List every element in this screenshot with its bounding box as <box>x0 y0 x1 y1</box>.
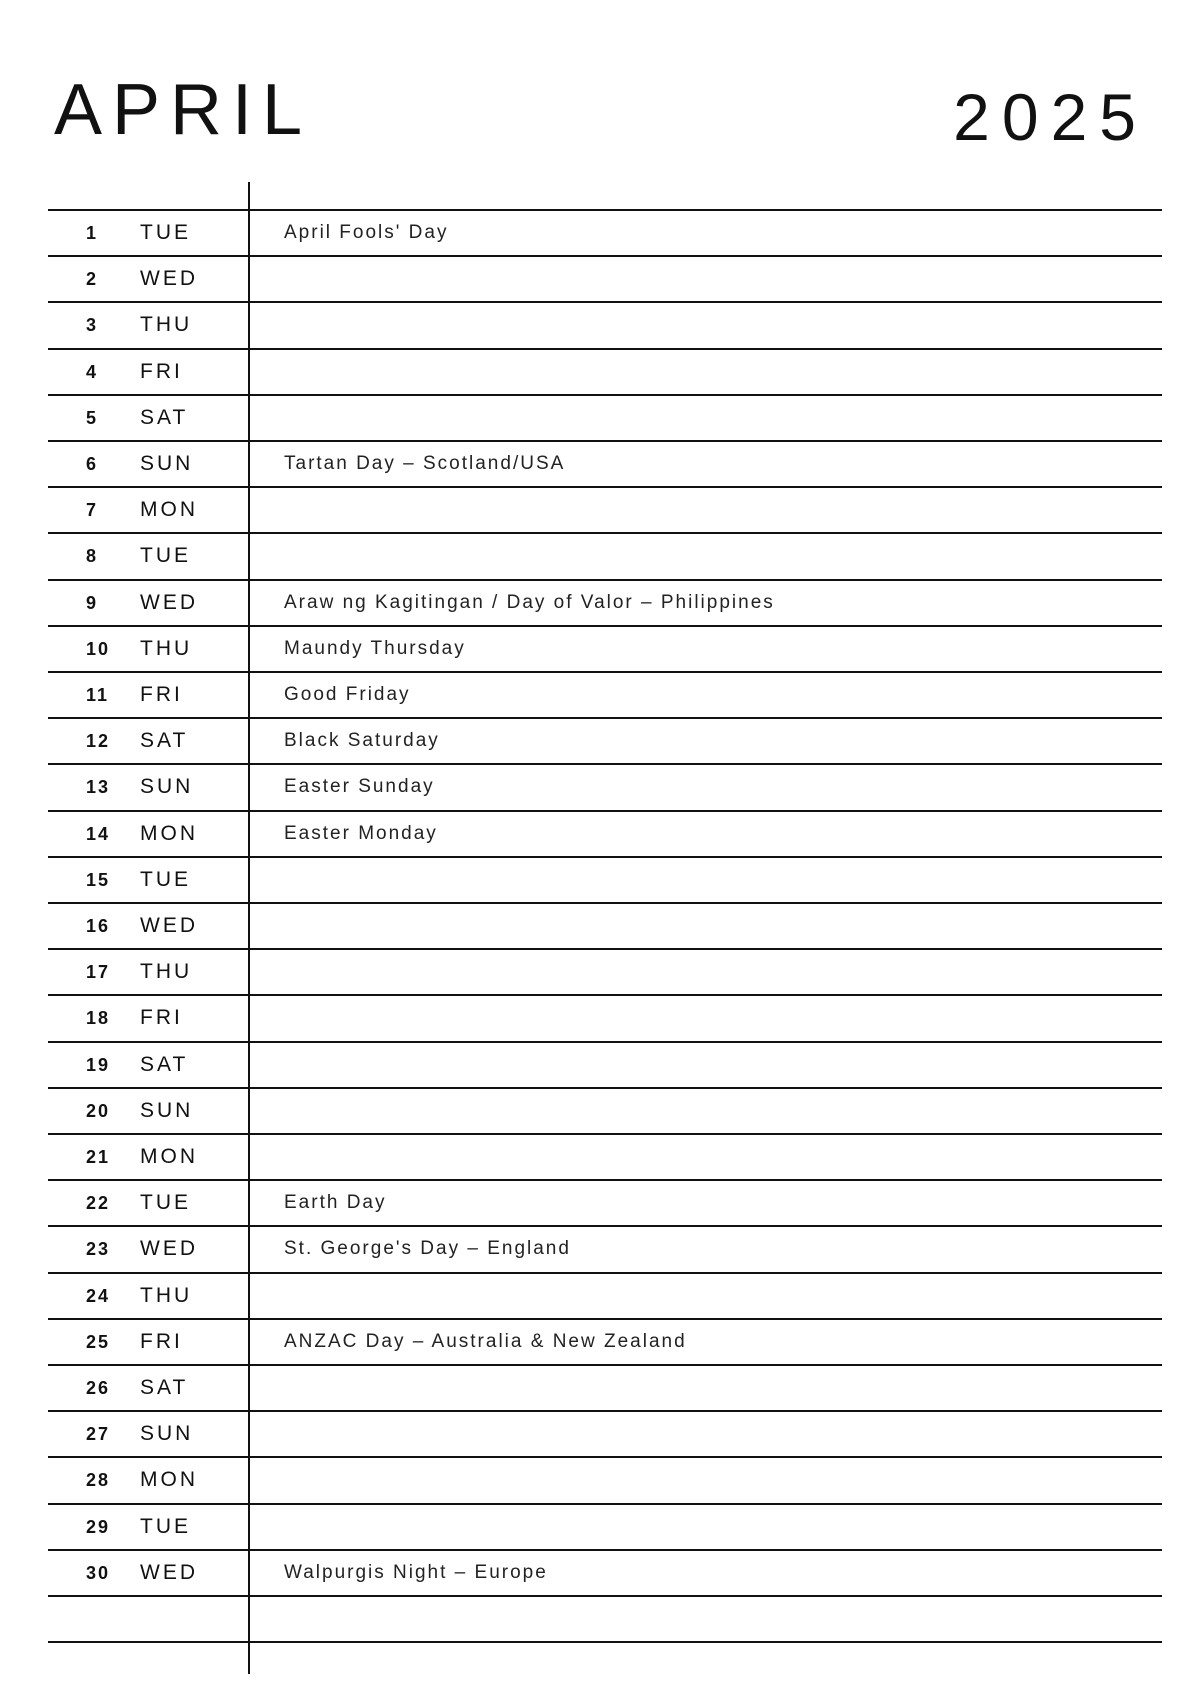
day-number: 13 <box>86 777 111 797</box>
day-number: 2 <box>86 269 99 289</box>
day-row <box>48 1088 1162 1134</box>
day-row <box>48 1365 1162 1411</box>
day-name: WED <box>140 914 198 937</box>
day-number: 15 <box>86 870 111 890</box>
day-number: 9 <box>86 593 99 613</box>
day-name: SUN <box>140 775 194 798</box>
day-row <box>48 487 1162 533</box>
day-name: TUE <box>140 221 191 244</box>
day-name: MON <box>140 498 198 521</box>
day-name: WED <box>140 1237 198 1260</box>
day-number: 4 <box>86 362 99 382</box>
day-name: WED <box>140 591 198 614</box>
day-number: 24 <box>86 1286 111 1306</box>
day-name: SUN <box>140 1422 194 1445</box>
month-title: APRIL <box>54 70 313 150</box>
day-row <box>48 1226 1162 1272</box>
day-number: 14 <box>86 824 111 844</box>
day-number: 19 <box>86 1055 111 1075</box>
day-row <box>48 580 1162 626</box>
day-name: FRI <box>140 1006 183 1029</box>
event-label: Easter Sunday <box>284 776 435 797</box>
day-number: 7 <box>86 500 99 520</box>
day-name: SUN <box>140 452 194 475</box>
year-title: 2025 <box>953 80 1148 154</box>
day-name: THU <box>140 960 193 983</box>
day-number: 23 <box>86 1239 111 1259</box>
day-number: 26 <box>86 1378 111 1398</box>
day-name: SAT <box>140 1053 189 1076</box>
day-row <box>48 302 1162 348</box>
day-name: WED <box>140 1561 198 1584</box>
day-number: 8 <box>86 546 99 566</box>
day-row <box>48 1134 1162 1180</box>
event-label: Easter Monday <box>284 823 438 844</box>
day-name: MON <box>140 822 198 845</box>
day-number: 25 <box>86 1332 111 1352</box>
day-number: 16 <box>86 916 111 936</box>
day-row <box>48 949 1162 995</box>
day-number: 28 <box>86 1470 111 1490</box>
event-label: St. George's Day – England <box>284 1238 571 1259</box>
day-row <box>48 1596 1162 1642</box>
day-row <box>48 1042 1162 1088</box>
event-label: Araw ng Kagitingan / Day of Valor – Philippines <box>284 592 775 613</box>
event-label: Earth Day <box>284 1192 387 1213</box>
day-name: MON <box>140 1468 198 1491</box>
day-name: SAT <box>140 406 189 429</box>
day-name: TUE <box>140 544 191 567</box>
day-number: 21 <box>86 1147 111 1167</box>
day-row <box>48 210 1162 256</box>
day-name: WED <box>140 267 198 290</box>
day-number: 30 <box>86 1563 111 1583</box>
day-row <box>48 718 1162 764</box>
day-number: 6 <box>86 454 99 474</box>
day-number: 11 <box>86 685 110 705</box>
day-number: 27 <box>86 1424 111 1444</box>
day-name: THU <box>140 1284 193 1307</box>
event-label: Walpurgis Night – Europe <box>284 1562 548 1583</box>
day-number: 5 <box>86 408 99 428</box>
event-label: Maundy Thursday <box>284 638 466 659</box>
day-number: 22 <box>86 1193 111 1213</box>
day-row <box>48 395 1162 441</box>
day-name: TUE <box>140 1191 191 1214</box>
day-row <box>48 764 1162 810</box>
day-number: 12 <box>86 731 111 751</box>
event-label: Black Saturday <box>284 730 440 751</box>
day-row <box>48 533 1162 579</box>
event-label: Tartan Day – Scotland/USA <box>284 453 566 474</box>
day-number: 1 <box>86 223 99 243</box>
day-row <box>48 672 1162 718</box>
day-name: MON <box>140 1145 198 1168</box>
day-number: 20 <box>86 1101 111 1121</box>
day-number: 29 <box>86 1517 111 1537</box>
day-row <box>48 1319 1162 1365</box>
event-label: ANZAC Day – Australia & New Zealand <box>284 1331 687 1352</box>
day-row <box>48 349 1162 395</box>
event-label: Good Friday <box>284 684 411 705</box>
day-row <box>48 1273 1162 1319</box>
day-name: SAT <box>140 1376 189 1399</box>
day-row <box>48 1550 1162 1596</box>
day-row <box>48 903 1162 949</box>
day-name: THU <box>140 313 193 336</box>
day-number: 18 <box>86 1008 111 1028</box>
day-number: 3 <box>86 315 99 335</box>
day-name: SUN <box>140 1099 194 1122</box>
day-row <box>48 626 1162 672</box>
day-name: TUE <box>140 1515 191 1538</box>
day-row <box>48 1504 1162 1550</box>
day-name: FRI <box>140 683 183 706</box>
day-name: FRI <box>140 360 183 383</box>
day-row <box>48 441 1162 487</box>
day-row <box>48 857 1162 903</box>
day-row <box>48 256 1162 302</box>
day-row <box>48 1180 1162 1226</box>
day-number: 17 <box>86 962 111 982</box>
day-row <box>48 811 1162 857</box>
day-name: FRI <box>140 1330 183 1353</box>
day-row <box>48 1411 1162 1457</box>
day-name: SAT <box>140 729 189 752</box>
event-label: April Fools' Day <box>284 222 449 243</box>
day-name: TUE <box>140 868 191 891</box>
day-row <box>48 995 1162 1041</box>
day-name: THU <box>140 637 193 660</box>
day-row <box>48 1457 1162 1503</box>
day-number: 10 <box>86 639 111 659</box>
